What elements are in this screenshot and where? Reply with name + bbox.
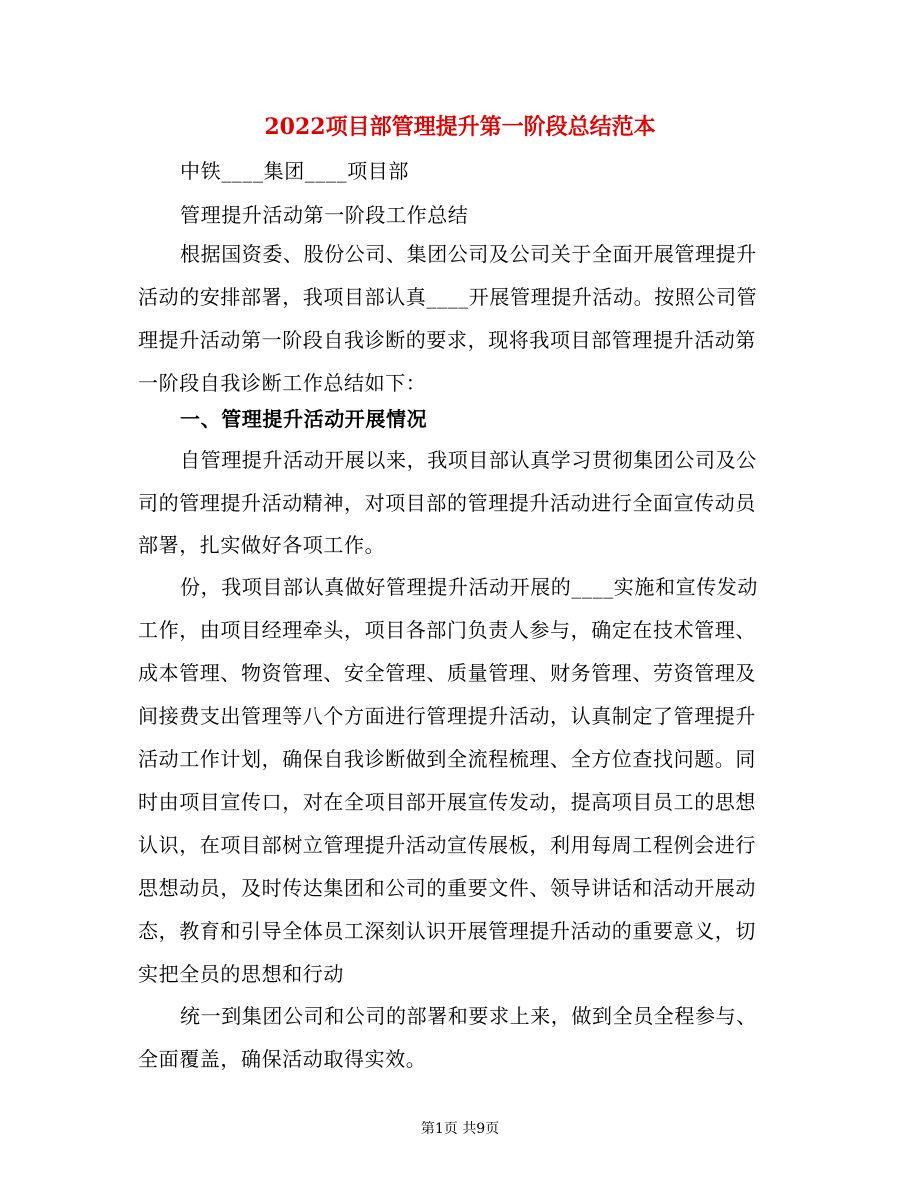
- paragraph-line: 时由项目宣传口，对在全项目部开展宣传发动，提高项目员工的思想: [138, 790, 756, 814]
- paragraph-line: 实把全员的思想和行动: [138, 962, 344, 986]
- paragraph-line: 活动的安排部署，我项目部认真____开展管理提升活动。按照公司管: [138, 285, 758, 309]
- paragraph-line: 思想动员，及时传达集团和公司的重要文件、领导讲话和活动开展动: [138, 876, 756, 900]
- section-heading: 一、管理提升活动开展情况: [180, 407, 428, 431]
- paragraph-line: 全面覆盖，确保活动取得实效。: [138, 1047, 427, 1071]
- paragraph-line: 份，我项目部认真做好管理提升活动开展的____实施和宣传发动: [180, 575, 758, 599]
- paragraph-line: 部署，扎实做好各项工作。: [138, 533, 386, 557]
- paragraph-line: 活动工作计划，确保自我诊断做到全流程梳理、全方位查找问题。同: [138, 747, 756, 771]
- header-line-unit: 中铁____集团____项目部: [180, 159, 409, 183]
- paragraph-line: 工作，由项目经理牵头，项目各部门负责人参与，确定在技术管理、: [138, 618, 756, 642]
- paragraph-line: 根据国资委、股份公司、集团公司及公司关于全面开展管理提升: [180, 242, 757, 266]
- paragraph-line: 间接费支出管理等八个方面进行管理提升活动，认真制定了管理提升: [138, 704, 756, 728]
- paragraph-line: 自管理提升活动开展以来，我项目部认真学习贯彻集团公司及公: [180, 448, 757, 472]
- paragraph-line: 成本管理、物资管理、安全管理、质量管理、财务管理、劳资管理及: [138, 661, 756, 685]
- paragraph-line: 一阶段自我诊断工作总结如下：: [138, 371, 427, 395]
- paragraph-line: 认识，在项目部树立管理提升活动宣传展板，利用每周工程例会进行: [138, 833, 756, 857]
- paragraph-line: 理提升活动第一阶段自我诊断的要求，现将我项目部管理提升活动第: [138, 328, 756, 352]
- page-number-footer: 第1页 共9页: [420, 1121, 500, 1137]
- header-line-subject: 管理提升活动第一阶段工作总结: [180, 203, 469, 227]
- paragraph-line: 统一到集团公司和公司的部署和要求上来，做到全员全程参与、: [180, 1004, 757, 1028]
- paragraph-line: 态，教育和引导全体员工深刻认识开展管理提升活动的重要意义，切: [138, 919, 756, 943]
- document-title: 2022项目部管理提升第一阶段总结范本: [264, 114, 656, 140]
- paragraph-line: 司的管理提升活动精神，对项目部的管理提升活动进行全面宣传动员: [138, 491, 756, 515]
